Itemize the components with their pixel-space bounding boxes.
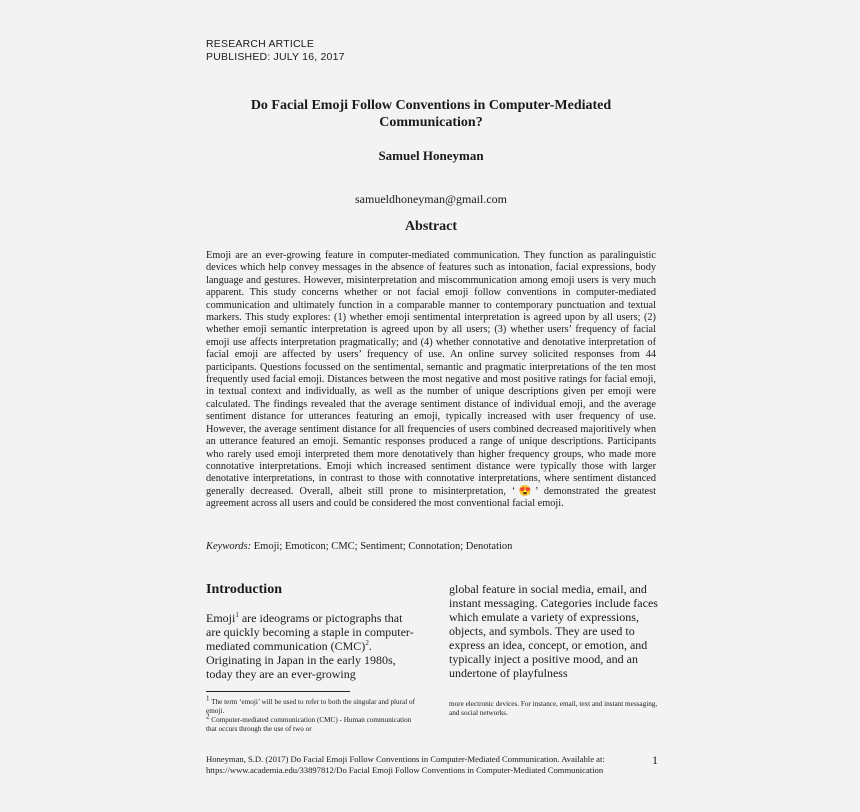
keywords-label: Keywords: [206,541,252,552]
footnote-1-number: 1 [206,694,210,703]
author-email[interactable]: samueldhoneyman@gmail.com [354,192,507,206]
footnote-divider [206,691,350,692]
intro-text-c: . Originating in Japan in the early 1980s, today they are an ever-growing [206,639,396,681]
intro-text-b: are ideograms or pictographs that are quickly becoming a staple in computer-mediated communication (CMC) [206,611,414,653]
footnote-2-continuation: more electronic devices. For instance, email, text and instant messaging, and social networks. [449,700,658,717]
keywords-line [206,541,656,552]
page-number: 1 [652,753,658,767]
intro-text-a: Emoji [206,611,236,625]
publication-date: PUBLISHED: JULY 16, 2017 [206,51,345,63]
article-type-label: RESEARCH ARTICLE [206,38,315,50]
abstract-text: Emoji are an ever-growing feature in computer-mediated communication. They function as paralinguistic devices which help convey messages in the absence of features such as intonation, facial expressions, body language and gestures. However, misinterpretation and miscommunication among emoji users is very much apparent. This study concerns whether or not facial emoji follow conventions in computer-mediated communication and ultimately function in a comparable manner to contemporary punctuation and textual markers. This study explores: (1) whether emoji sentimental interpretation is agreed upon by all users; (2) whether emoji semantic interpretation is agreed upon by all users; (3) whether users’ frequency of facial emoji use affects interpretation pragmatically; and (4) whether connotative and denotative interpretation of facial emoji are affected by users’ frequency of use. An online survey solicited responses from 44 participants. Questions focussed on the sentimental, semantic and pragmatic interpretations of the ten most frequently used facial emoji. Distances between the most negative and most positive ratings for facial emoji, in textual context and individually, as well as the number of unique descriptions given per emoji were calculated. The findings revealed that the average sentiment distance of individual emoji, and the average sentiment distance for utterances featuring an emoji, typically increased with user frequency of use. However, the average sentiment distance for all frequencies of users combined decreased majoritively when an utterance featured an emoji. Semantic responses produced a range of unique descriptions. Participants who rarely used emoji interpreted them more denotatively than higher frequency groups, who made more connotative interpretations. Emoji which increased sentiment distance were typically those with larger denotative interpretations, in contrast to those with connotative interpretations, where sentiment distanced generally decreased. Overall, albeit still prone to misinterpretation, ‘ [206,250,656,497]
citation-footer: Honeyman, S.D. (2017) Do Facial Emoji Follow Conventions in Computer-Mediated Communication. Available at: https://www.academia.edu/33897812/Do Facial Emoji Follow Conventions in Computer-Mediated Communication [206,754,605,775]
article-header [206,38,345,64]
footnotes-left [206,694,421,734]
introduction-heading: Introduction [206,582,282,597]
footnote-2-text: Computer-mediated communication (CMC) - Human communication that occurs through the use of two or [206,716,412,733]
abstract-text-end: ’ demonstrated the greatest agreement across all users and could be considered the most conventional facial emoji. [206,485,656,510]
introduction-column-2: global feature in social media, email, and instant messaging. Categories include faces which emulate a variety of expressions, objects, and symbols. They are used to express an idea, concept, or emotion, and typically inject a positive mood, and an undertone of playfulness [449,582,658,680]
abstract-heading: Abstract [404,219,458,234]
keywords-list: Emoji; Emoticon; CMC; Sentiment; Connotation; Denotation [251,541,513,552]
author-name: Samuel Honeyman [378,148,484,163]
footnote-1-text: The term ‘emoji’ will be used to refer to both the singular and plural of emoji. [206,698,416,715]
abstract-body [206,250,656,511]
introduction-column-1 [206,611,418,681]
footnote-ref-1[interactable]: 1 [235,611,239,619]
footnote-2-number: 2 [206,712,210,721]
smiling-heart-eyes-emoji-icon: 😍 [515,485,536,497]
footnote-ref-2[interactable]: 2 [365,639,369,647]
paper-title: Do Facial Emoji Follow Conventions in Computer-Mediated Communication? [250,98,612,130]
